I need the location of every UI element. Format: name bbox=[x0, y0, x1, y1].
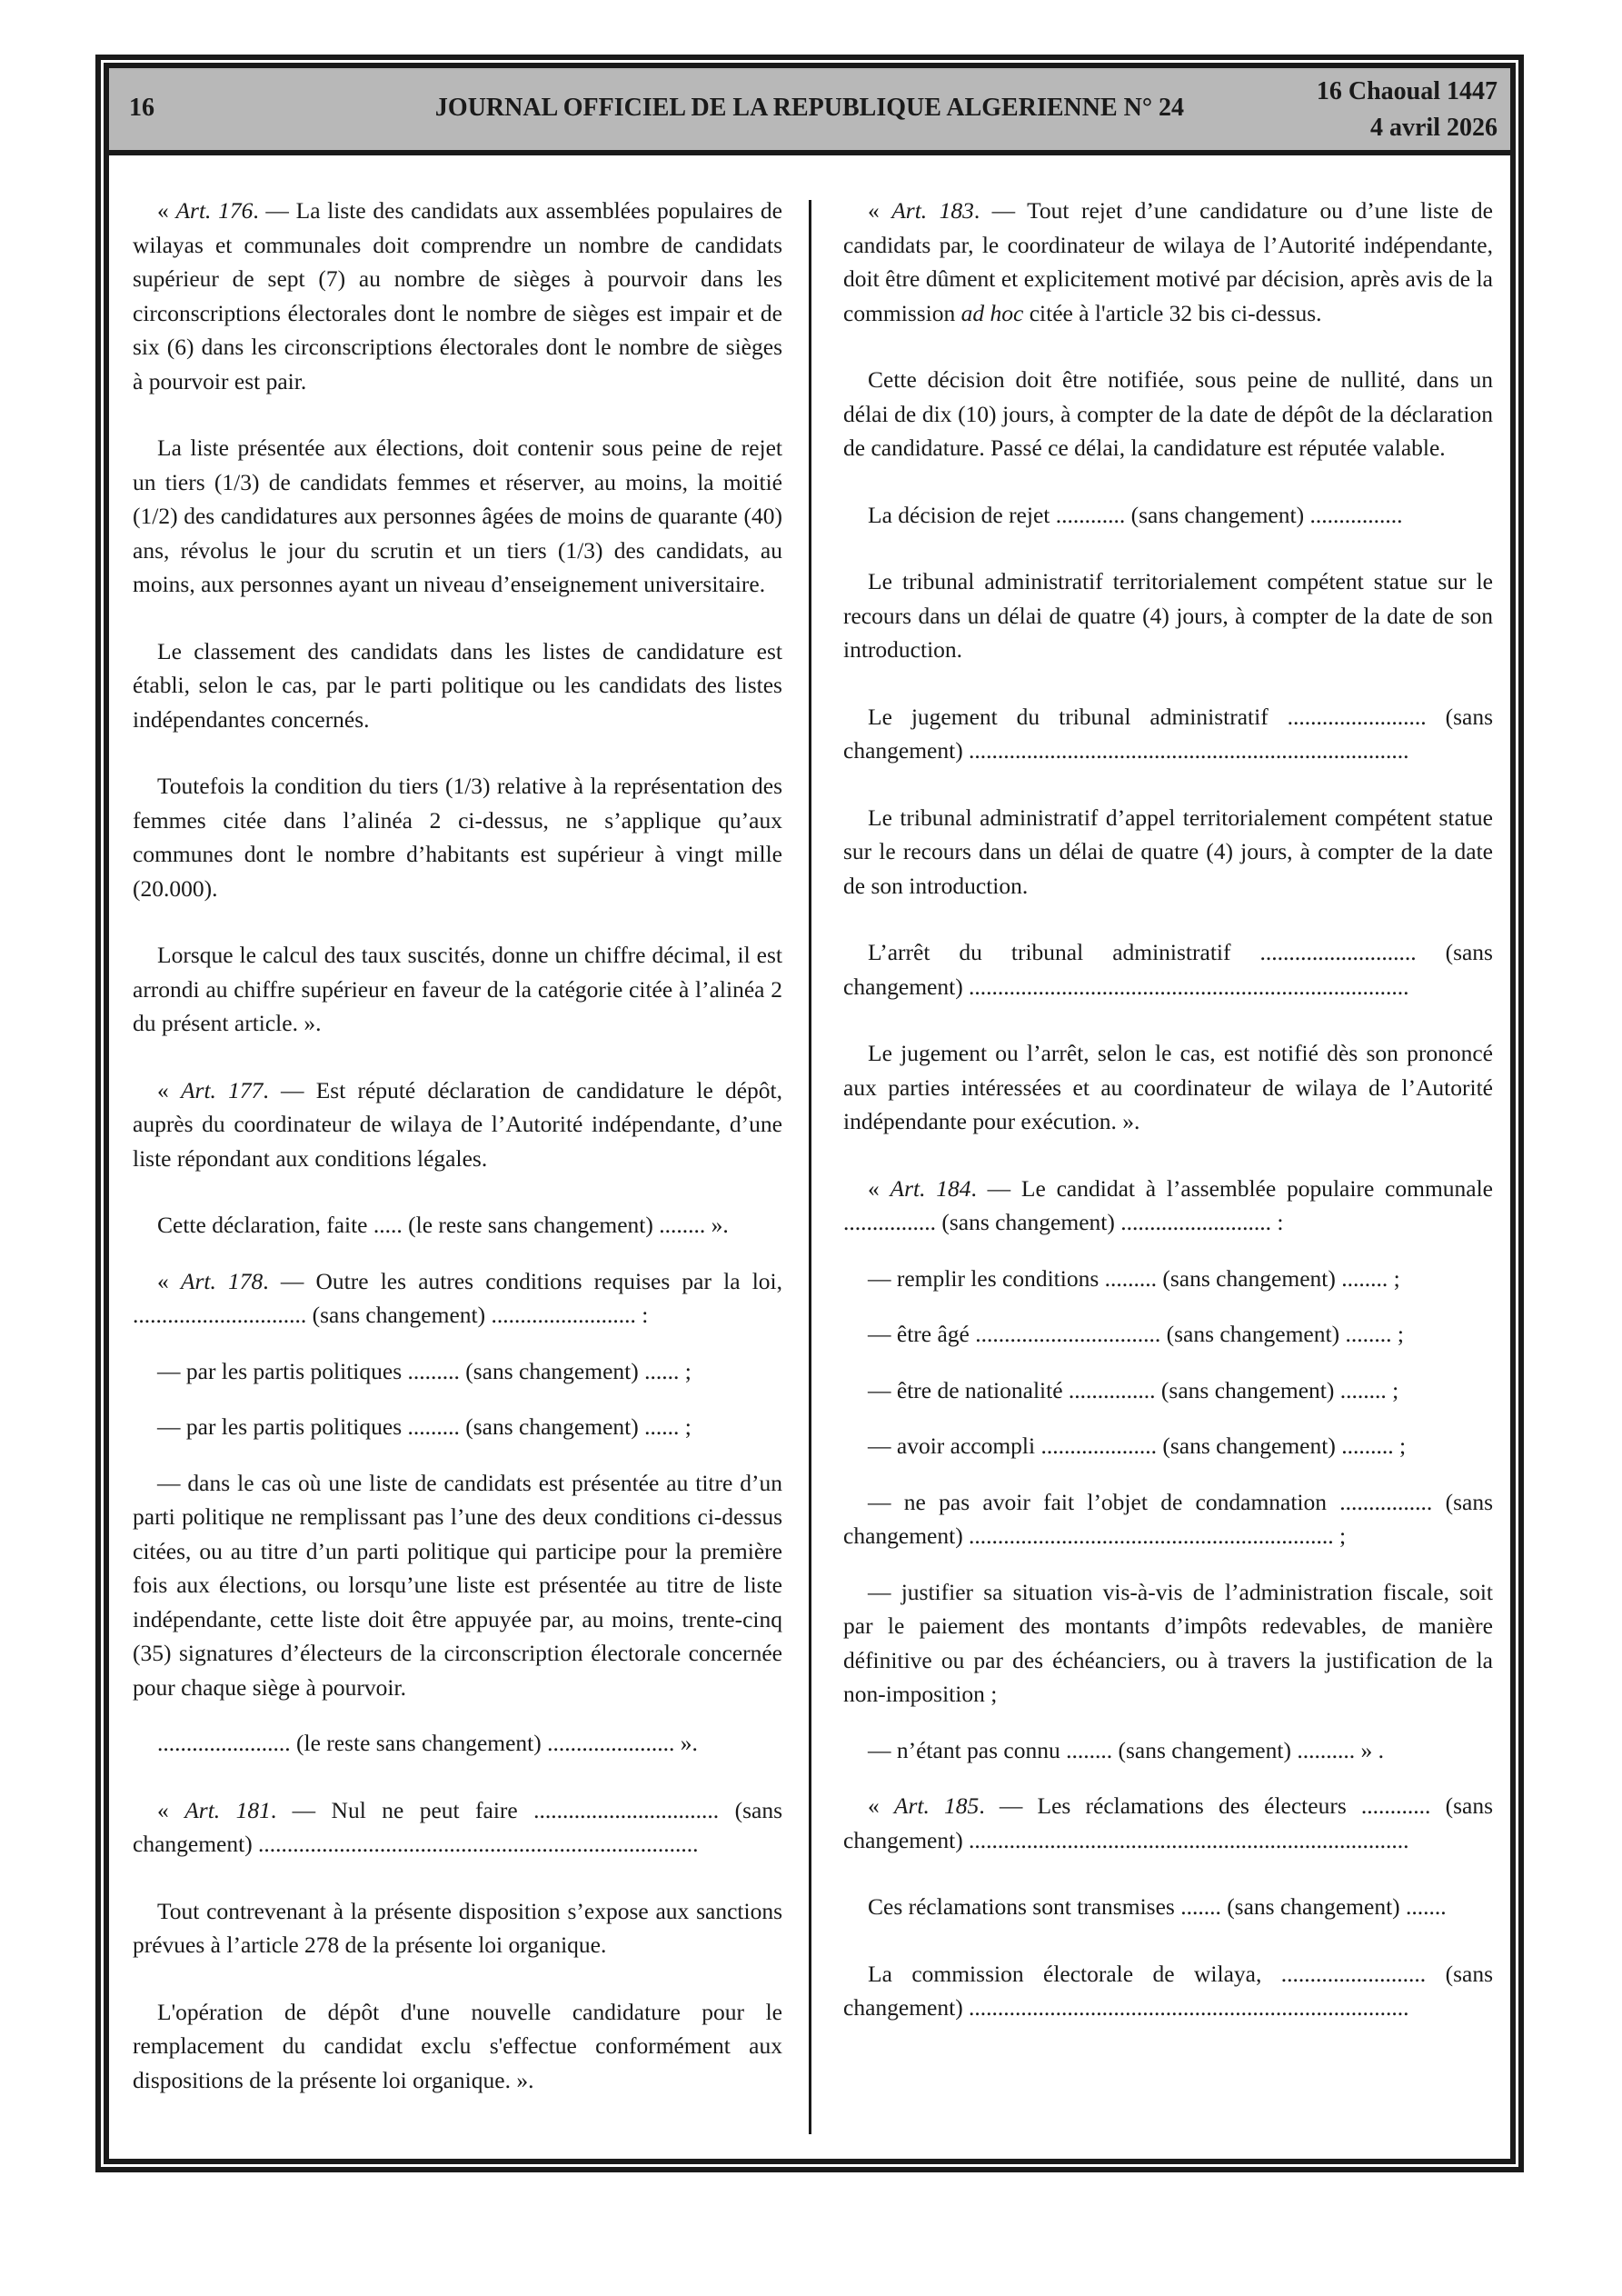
article-text: citée à l'article 32 bis ci-dessus. bbox=[1023, 299, 1322, 326]
paragraph: Cette déclaration, faite ..... (le reste sans changement) ........ ». bbox=[157, 1212, 729, 1238]
paragraph: Tout contrevenant à la présente disposition s’expose aux sanctions prévues à l’article 278 de la présente loi organique. bbox=[133, 1897, 782, 1958]
paragraph: Le jugement du tribunal administratif ........................ (sans changement) ............................................................................ bbox=[843, 703, 1493, 764]
open-quote: « bbox=[157, 1267, 181, 1294]
article-number: Art. 183 bbox=[891, 197, 974, 224]
paragraph: ....................... (le reste sans changement) ...................... ». bbox=[157, 1730, 698, 1756]
journal-title: JOURNAL OFFICIEL DE LA REPUBLIQUE ALGERIENNE N° 24 bbox=[434, 94, 1185, 122]
open-quote: « bbox=[868, 1174, 891, 1202]
list-item: — par les partis politiques ......... (sans changement) ...... ; bbox=[157, 1357, 692, 1384]
list-item: — dans le cas où une liste de candidats est présentée au titre d’un parti politique ne remplissant pas l’une des deux conditions ci-dessus citées, ou au titre d’un parti politique qui participe pour la première fois aux élections, ou lorsqu’une liste est présentée au titre de liste indépendante, cette liste doit être appuyée par, au moins, trente-cinq (35) signatures d’électeurs de la circonscription électorale concernée pour chaque siège à pourvoir. bbox=[133, 1469, 782, 1701]
article-number: Art. 185 bbox=[893, 1792, 980, 1819]
article-number: Art. 176 bbox=[175, 197, 254, 224]
article-number: Art. 181 bbox=[184, 1796, 271, 1823]
list-item: — avoir accompli .................... (sans changement) ......... ; bbox=[868, 1433, 1407, 1459]
article-text: . — Les réclamations des électeurs ............ (sans changement) ............................................................................ bbox=[843, 1792, 1493, 1853]
article-text: . — Outre les autres conditions requises par la loi, .............................. (sans changement) ......................... : bbox=[133, 1267, 782, 1328]
open-quote: « bbox=[157, 197, 176, 224]
gregorian-date: 4 avril 2026 bbox=[1370, 114, 1498, 142]
article-177 bbox=[133, 1073, 782, 1176]
article-181 bbox=[133, 1793, 782, 1862]
issue-date bbox=[1317, 74, 1498, 146]
open-quote: « bbox=[157, 1076, 181, 1103]
article-178 bbox=[133, 1264, 782, 1333]
hijri-date: 16 Chaoual 1447 bbox=[1316, 77, 1498, 105]
list-item: — par les partis politiques ......... (sans changement) ...... ; bbox=[157, 1413, 692, 1440]
article-text: . — Le candidat à l’assemblée populaire communale ................ (sans changement) .......................... : bbox=[843, 1174, 1493, 1235]
paragraph: Ces réclamations sont transmises ....... (sans changement) ....... bbox=[868, 1893, 1447, 1920]
article-text: . — Est réputé déclaration de candidature le dépôt, auprès du coordinateur de wilaya de l’Autorité indépendante, d’une liste répondant aux conditions légales. bbox=[133, 1076, 783, 1172]
list-item: — remplir les conditions ......... (sans changement) ........ ; bbox=[868, 1264, 1400, 1292]
list-item: — être âgé ................................ (sans changement) ........ ; bbox=[868, 1321, 1404, 1347]
open-quote: « bbox=[868, 1792, 894, 1819]
open-quote: « bbox=[868, 197, 892, 224]
article-184 bbox=[843, 1172, 1493, 1240]
page-number: 16 bbox=[129, 94, 154, 122]
paragraph: Cette décision doit être notifiée, sous peine de nullité, dans un délai de dix (10) jours, à compter de la date de dépôt de la déclaration de candidature. Passé ce délai, la candidature est réputée valable. bbox=[843, 366, 1493, 461]
list-item: — ne pas avoir fait l’objet de condamnation ................ (sans changement) ............................................................... ; bbox=[843, 1488, 1493, 1549]
paragraph: Toutefois la condition du tiers (1/3) relative à la représentation des femmes citée dans l’alinéa 2 ci-dessus, ne s’applique qu’aux communes dont le nombre d’habitants est supérieur à vingt mille (20.000). bbox=[133, 773, 782, 902]
paragraph: L'opération de dépôt d'une nouvelle candidature pour le remplacement du candidat exclu s'effectue conformément aux dispositions de la présente loi organique. ». bbox=[133, 1998, 782, 2093]
article-185 bbox=[843, 1789, 1493, 1857]
right-column bbox=[843, 194, 1493, 2058]
article-number: Art. 184 bbox=[890, 1174, 971, 1202]
article-183 bbox=[843, 194, 1493, 330]
list-item: — justifier sa situation vis-à-vis de l’administration fiscale, soit par le paiement des montants d’impôts redevables, de manière définitive ou par des échéanciers, ou à travers la justification de la non-imposition ; bbox=[843, 1578, 1493, 1707]
article-text: . — Tout rejet d’une candidature ou d’une liste de candidats par, le coordinateur de wilaya de l’Autorité indépendante, doit être dûment et explicitement motivé par décision, après avis de la commission bbox=[843, 197, 1493, 326]
paragraph: Le jugement ou l’arrêt, selon le cas, est notifié dès son prononcé aux parties intéressées et au coordinateur de wilaya de l’Autorité indépendante pour exécution. ». bbox=[843, 1040, 1493, 1134]
column-divider bbox=[809, 200, 811, 2134]
article-text: . — La liste des candidats aux assemblées populaires de wilayas et communales doit comprendre un nombre de candidats supérieur de sept (7) au nombre de sièges à pourvoir dans les circonscriptions électorales dont le nombre de sièges est impair et de six (6) dans les circonscriptions électorales dont le nombre de sièges à pourvoir est pair. bbox=[133, 197, 782, 394]
left-column bbox=[133, 194, 782, 2130]
list-item: — n’étant pas connu ........ (sans changement) .......... » . bbox=[868, 1736, 1384, 1763]
article-176 bbox=[133, 194, 782, 398]
article-text: . — Nul ne peut faire ................................ (sans changement) ............................................................................ bbox=[133, 1796, 783, 1857]
page-header bbox=[109, 68, 1510, 155]
article-number: Art. 177 bbox=[180, 1076, 264, 1103]
paragraph: La décision de rejet ............ (sans changement) ................ bbox=[868, 501, 1403, 528]
list-item: — être de nationalité ............... (sans changement) ........ ; bbox=[868, 1376, 1399, 1403]
paragraph: La commission électorale de wilaya, ......................... (sans changement) ............................................................................ bbox=[843, 1960, 1493, 2021]
paragraph: Le tribunal administratif territorialement compétent statue sur le recours dans un délai de quatre (4) jours, à compter de la date de son introduction. bbox=[843, 568, 1493, 663]
article-number: Art. 178 bbox=[180, 1267, 264, 1294]
paragraph: Le tribunal administratif d’appel territorialement compétent statue sur le recours dans un délai de quatre (4) jours, à compter de la date de son introduction. bbox=[843, 804, 1493, 899]
ad-hoc-term: ad hoc bbox=[960, 299, 1024, 326]
paragraph: Lorsque le calcul des taux suscités, donne un chiffre décimal, il est arrondi au chiffre supérieur en faveur de la catégorie citée à l’alinéa 2 du présent article. ». bbox=[133, 942, 782, 1036]
paragraph: Le classement des candidats dans les listes de candidature est établi, selon le cas, par le parti politique ou les candidats des listes indépendantes concernés. bbox=[133, 637, 782, 733]
open-quote: « bbox=[157, 1796, 185, 1823]
paragraph: La liste présentée aux élections, doit contenir sous peine de rejet un tiers (1/3) de candidats femmes et réserver, au moins, la moitié (1/2) des candidatures aux personnes âgées de moins de quarante (40) ans, révolus le jour du scrutin et un tiers (1/3) des candidats, au moins, aux personnes ayant un niveau d’enseignement universitaire. bbox=[133, 434, 782, 597]
paragraph: L’arrêt du tribunal administratif ........................... (sans changement) ............................................................................ bbox=[843, 939, 1493, 1000]
